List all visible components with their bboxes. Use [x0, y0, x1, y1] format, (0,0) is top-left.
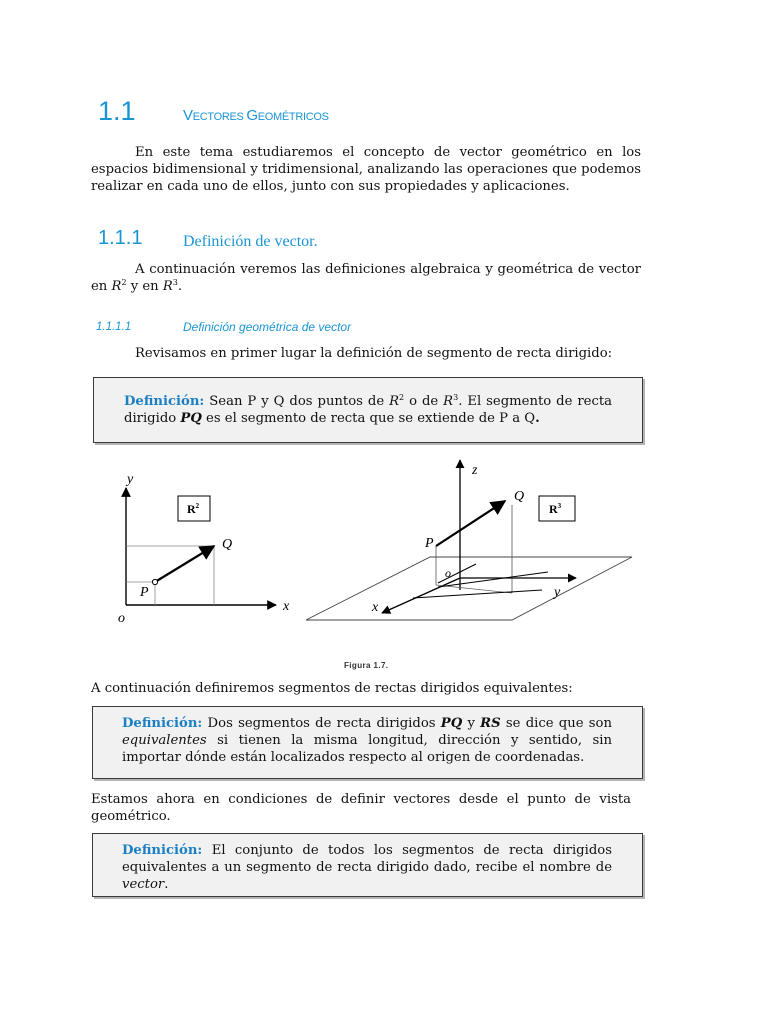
r3-label-p: P [425, 536, 434, 551]
definition-label: Definición: [124, 394, 205, 409]
definition-box-equivalent-segments: Definición: Dos segmentos de recta dirigidos PQ y RS se dice que son equivalentes si tienen la misma longitud, dirección y sentido, sin importar dónde están localizados respecto al origen de coordenadas. [92, 706, 643, 779]
figure-caption: Figura 1.7. [344, 661, 389, 670]
r3-label-y: y [554, 585, 561, 600]
r3-label-z: z [472, 463, 478, 478]
subsection-title: Definición de vector. [183, 233, 318, 250]
r2-space-label: $R^2$ [187, 502, 200, 516]
r3-guide-x-parallel [438, 564, 476, 583]
r2-diagram [118, 472, 290, 626]
r2-label-p: P [140, 585, 149, 600]
r2-label-x: x [283, 599, 290, 614]
r2-vector-pq [155, 546, 214, 582]
r3-label-q: Q [514, 489, 525, 504]
subsection-number: 1.1.1 [98, 227, 143, 249]
equivalent-intro: A continuación definiremos segmentos de rectas dirigidos equivalentes: [91, 681, 573, 696]
r2-label-y: y [127, 472, 134, 487]
subsubsection-title: Definición geométrica de vector [183, 320, 352, 334]
r2-label-origin: o [118, 611, 125, 626]
r3-vector-pq [436, 501, 505, 546]
definition-box-vector: Definición: El conjunto de todos los segmentos de recta dirigidos equivalentes a un segmento de recta dirigido dado, recibe el nombre de vector. [92, 833, 643, 897]
vector-intro: Estamos ahora en condiciones de definir vectores desde el punto de vista geométrico. [91, 792, 631, 824]
r2-point-p [152, 579, 157, 584]
figure-vectors-r2-r3 [0, 455, 768, 655]
subsection-intro: A continuación veremos las definiciones algebraica y geométrica de vector en $R^2$ y en $R^3$. [91, 262, 641, 294]
r3-label-x: x [372, 600, 379, 615]
definition-label: Definición: [122, 843, 203, 858]
r3-space-label: $R^3$ [549, 502, 562, 516]
subsubsection-intro: Revisamos en primer lugar la definición de segmento de recta dirigido: [135, 346, 613, 361]
intro-paragraph: En este tema estudiaremos el concepto de vector geométrico en los espacios bidimensional y tridimensional, analizando las operaciones que podemos realizar en cada uno de ellos, junto con sus propiedades y aplicaciones. [91, 145, 641, 194]
r3-label-origin: o [445, 566, 451, 580]
section-title: VECTORES GEOMÉTRICOS [183, 107, 329, 124]
r3-guide-parallel-1 [413, 590, 542, 598]
definition-label: Definición: [122, 716, 203, 731]
r3-diagram [306, 460, 632, 620]
subsubsection-number: 1.1.1.1 [96, 321, 132, 333]
r2-label-q: Q [222, 537, 233, 552]
section-number: 1.1 [98, 96, 136, 126]
definition-box-directed-segment: Definición: Sean P y Q dos puntos de $R^2$ o de $R^3$. El segmento de recta dirigido PQ es el segmento de recta que se extiende de P a Q. [93, 377, 643, 443]
